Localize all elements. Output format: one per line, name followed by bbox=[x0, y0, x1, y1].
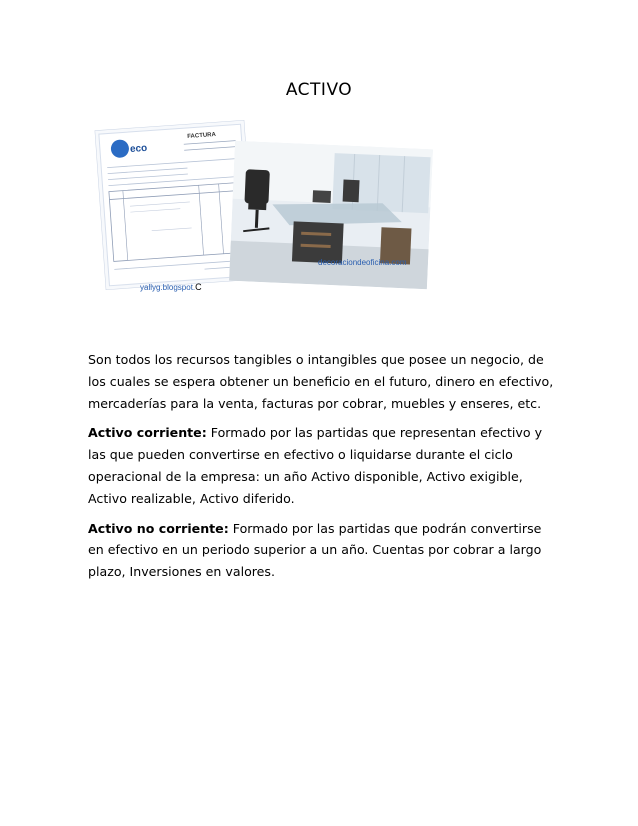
office-image-credit: decoraciondeoficina.com bbox=[318, 258, 407, 267]
intro-paragraph bbox=[88, 349, 558, 414]
body-content bbox=[88, 349, 558, 591]
invoice-credit-text: yallyg.blogspot. bbox=[140, 283, 196, 292]
invoice-image-credit bbox=[140, 282, 202, 292]
noncurrent-asset-text: Formado por las partidas que podrán convertirse en efectivo en un periodo superior a un año. Cuentas por cobrar a largo plazo, Inversiones en valores. bbox=[88, 520, 542, 580]
current-asset-text: Formado por las partidas que representan efectivo y las que pueden convertirse en efectivo o liquidarse durante el ciclo operacional de la empresa: un año Activo disponible, Activo exigible, Activo realizable, Activo diferido. bbox=[88, 425, 543, 506]
noncurrent-asset-term: Activo no corriente: bbox=[88, 520, 229, 536]
invoice-credit-suffix: C bbox=[195, 282, 202, 292]
invoice-heading-text: FACTURA bbox=[187, 131, 217, 140]
intro-text: Son todos los recursos tangibles o intangibles que posee un negocio, de los cuales se espera obtener un beneficio en el futuro, dinero en efectivo, mercaderías para la venta, facturas por cobrar, muebles y enseres, etc. bbox=[88, 352, 554, 411]
page-title: ACTIVO bbox=[285, 80, 353, 100]
current-asset-paragraph bbox=[88, 422, 558, 509]
invoice-logo-text: eco bbox=[129, 142, 148, 155]
noncurrent-asset-paragraph bbox=[88, 518, 558, 583]
current-asset-term: Activo corriente: bbox=[88, 425, 207, 441]
